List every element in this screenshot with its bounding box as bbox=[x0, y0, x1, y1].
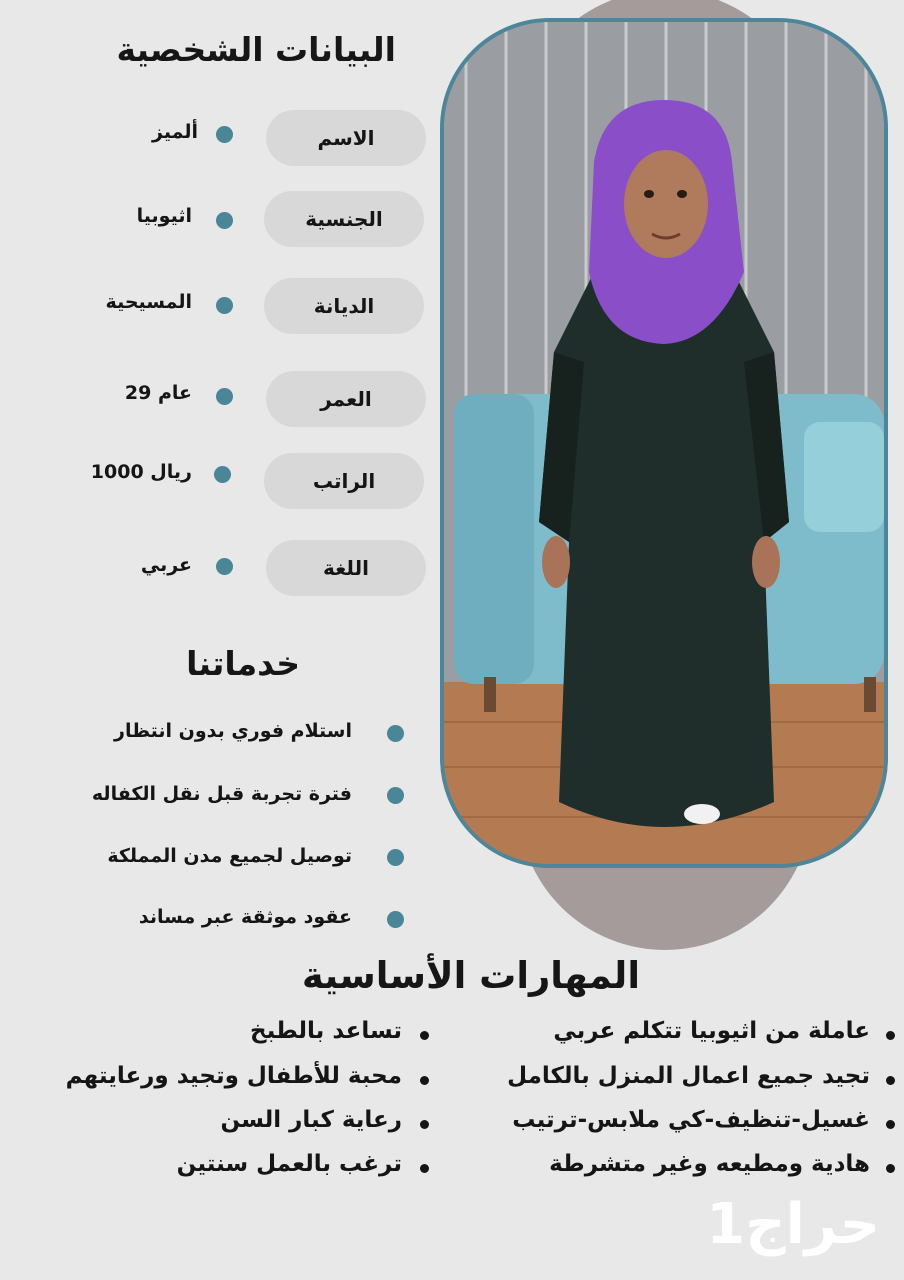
field-value-salary: 1000 ريال bbox=[90, 461, 192, 483]
skill-item: رعاية كبار السن bbox=[220, 1107, 402, 1133]
field-label-name: الاسم bbox=[266, 110, 426, 166]
service-text: فترة تجربة قبل نقل الكفاله bbox=[91, 783, 352, 805]
field-label-language: اللغة bbox=[266, 540, 426, 596]
personal-data-title: البيانات الشخصية bbox=[116, 30, 396, 69]
field-value-nationality: اثيوبيا bbox=[136, 205, 192, 227]
bullet-dot bbox=[214, 466, 231, 483]
field-value-age: 29 عام bbox=[124, 382, 192, 404]
bullet-dot bbox=[420, 1031, 429, 1040]
bullet-dot bbox=[216, 126, 233, 143]
skill-item: تساعد بالطبخ bbox=[250, 1018, 402, 1044]
skill-item: عاملة من اثيوبيا تتكلم عربي bbox=[553, 1018, 870, 1044]
bullet-dot bbox=[387, 849, 404, 866]
skill-item: محبة للأطفال وتجيد ورعايتهم bbox=[65, 1063, 402, 1089]
field-label-religion: الديانة bbox=[264, 278, 424, 334]
field-value-religion: المسيحية bbox=[105, 291, 192, 313]
service-text: توصيل لجميع مدن المملكة bbox=[107, 845, 352, 867]
bullet-dot bbox=[387, 787, 404, 804]
bullet-dot bbox=[387, 911, 404, 928]
skills-title: المهارات الأساسية bbox=[301, 954, 640, 997]
bullet-dot bbox=[420, 1120, 429, 1129]
skill-item: ترغب بالعمل سنتين bbox=[176, 1151, 402, 1177]
field-value-name: ألميز bbox=[152, 121, 198, 143]
bullet-dot bbox=[420, 1076, 429, 1085]
skill-item: هادية ومطيعه وغير متشرطة bbox=[549, 1151, 870, 1177]
skill-item: غسيل-تنظيف-كي ملابس-ترتيب bbox=[512, 1107, 870, 1133]
bullet-dot bbox=[216, 212, 233, 229]
watermark-logo: حراج1 bbox=[706, 1192, 880, 1257]
services-title: خدماتنا bbox=[186, 644, 300, 683]
field-label-salary: الراتب bbox=[264, 453, 424, 509]
bullet-dot bbox=[886, 1076, 895, 1085]
bullet-dot bbox=[216, 388, 233, 405]
worker-photo bbox=[444, 22, 884, 864]
bullet-dot bbox=[886, 1120, 895, 1129]
worker-photo-frame bbox=[440, 18, 888, 868]
bullet-dot bbox=[216, 297, 233, 314]
skill-item: تجيد جميع اعمال المنزل بالكامل bbox=[507, 1063, 870, 1089]
bullet-dot bbox=[886, 1031, 895, 1040]
bullet-dot bbox=[420, 1164, 429, 1173]
bullet-dot bbox=[387, 725, 404, 742]
bullet-dot bbox=[886, 1164, 895, 1173]
bullet-dot bbox=[216, 558, 233, 575]
service-text: استلام فوري بدون انتظار bbox=[114, 720, 352, 742]
field-label-age: العمر bbox=[266, 371, 426, 427]
field-label-nationality: الجنسية bbox=[264, 191, 424, 247]
field-value-language: عربي bbox=[140, 554, 192, 576]
service-text: عقود موثقة عبر مساند bbox=[138, 906, 352, 928]
